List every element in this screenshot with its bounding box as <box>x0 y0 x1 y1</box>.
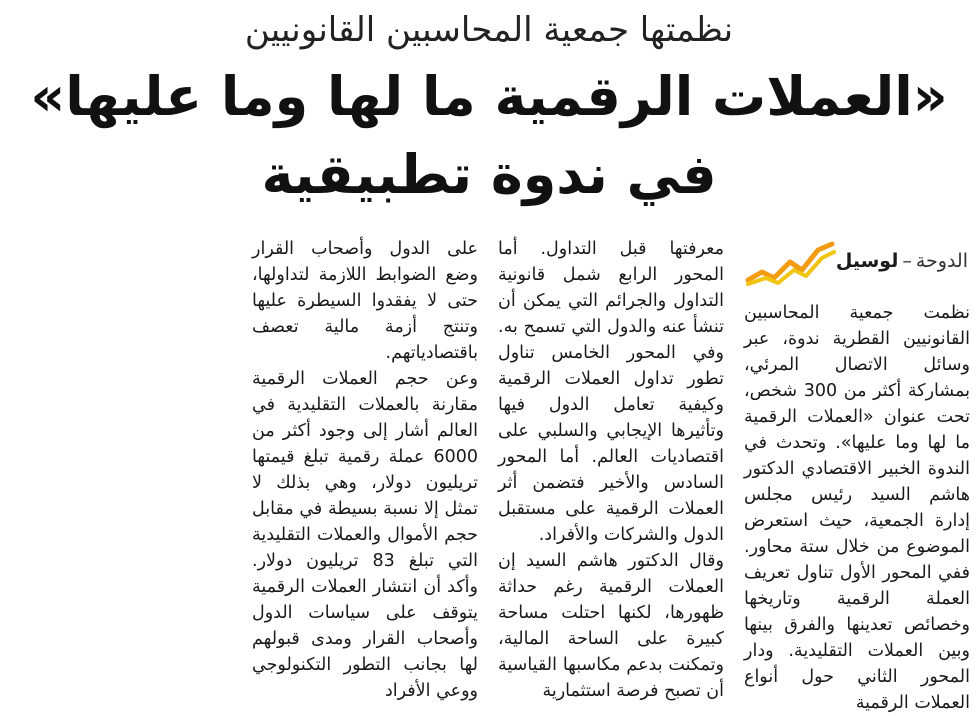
byline-source: لوسيل <box>835 250 899 272</box>
column-2-paragraph-1: معرفتها قبل التداول. أما المحور الرابع شمل قانونية التداول والجرائم التي يمكن أن تنشأ عنه والدول التي تسمح به. وفي المحور الخامس تناول تطور تداول العملات الرقمية وكيفية تعامل الدول فيها وتأثيرها الإيجابي والسلبي على اقتصاديات العالم. أما المحور السادس والأخير فتضمن أثر العملات الرقمية على مستقبل الدول والشركات والأفراد. <box>498 239 724 545</box>
lusail-logo-icon <box>744 240 836 284</box>
column-2-paragraph-2: وقال الدكتور هاشم السيد إن العملات الرقمية رغم حداثة ظهورها، لكنها احتلت مساحة كبيرة على الساحة المالية، وتمكنت بدعم مكاسبها القياسية أن تصبح فرصة استثمارية <box>498 551 724 701</box>
column-1-paragraph-1: نظمت جمعية المحاسبين القانونيين القطرية ندوة، عبر وسائل الاتصال المرئي، بمشاركة أكثر من 300 شخص، تحت عنوان «العملات الرقمية ما لها وما عليها». وتحدث في الندوة الخبير الاقتصادي الدكتور هاشم السيد رئيس مجلس إدارة الجمعية، حيث استعرض الموضوع من خلال ستة محاور. ففي المحور الأول تناول تعريف العملة الرقمية وتاريخها وخصائص تعدينها والفرق بينها وبين العملات التقليدية. ودار المحور الثاني حول أنواع العملات الرقمية <box>744 303 970 713</box>
byline-separator: – <box>902 250 912 272</box>
article-headline-line-2: في ندوة تطبيقية <box>261 143 717 206</box>
article-body <box>8 236 970 713</box>
article-kicker: نظمتها جمعية المحاسبين القانونيين <box>244 10 734 50</box>
article-column-2 <box>498 236 724 701</box>
article-headline-line-1: «العملات الرقمية ما لها وما عليها» <box>30 65 948 128</box>
column-3-paragraph-1: على الدول وأصحاب القرار وضع الضوابط اللازمة لتداولها، حتى لا يفقدوا السيطرة عليها وتنتج أزمة مالية تعصف باقتصادياتهم. <box>252 239 478 363</box>
byline <box>744 236 970 288</box>
byline-text <box>836 250 968 272</box>
article-column-1 <box>744 300 970 713</box>
column-3-paragraph-2: وعن حجم العملات الرقمية مقارنة بالعملات التقليدية في العالم أشار إلى وجود أكثر من 6000 عملة رقمية تبلغ قيمتها تريليون دولار، وهي بذلك لا تمثل إلا نسبة بسيطة في مقابل حجم الأموال والعملات التقليدية التي تبلغ 83 تريليون دولار. وأكد أن انتشار العملات الرقمية يتوقف على سياسات الدول وأصحاب القرار ومدى قبولهم لها بجانب التطور التكنولوجي ووعي الأفراد <box>252 369 478 701</box>
byline-city: الدوحة <box>915 250 968 272</box>
article-column-3 <box>252 236 478 701</box>
